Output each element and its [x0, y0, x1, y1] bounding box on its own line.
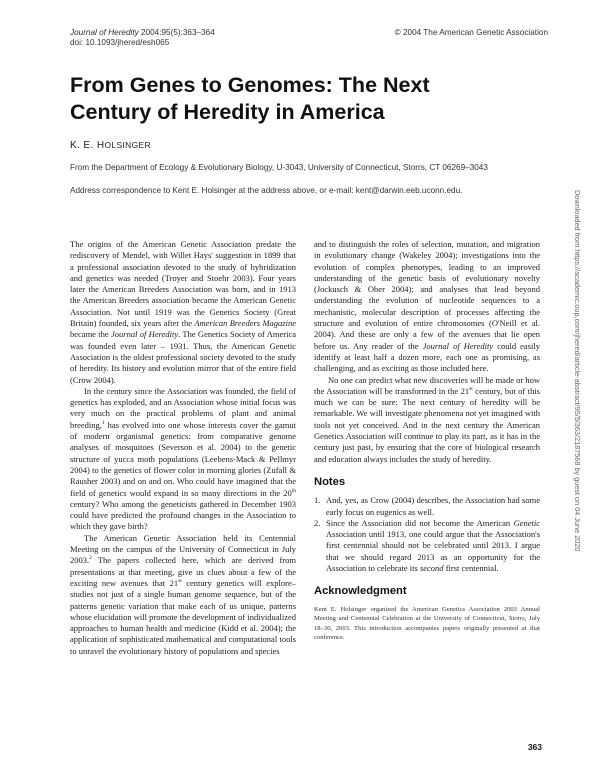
- body-column-right: [314, 239, 540, 643]
- italic-run: Genetic: [513, 517, 540, 528]
- text-run: No one can predict what new discoveries will be made or how the Association will be transformed in the 21: [314, 374, 540, 396]
- acknowledgment-heading: Acknowledgment: [314, 585, 407, 598]
- text-run: The American Genetic Association held its Centennial Meeting on the campus of the University of Connecticut in July 2003.: [70, 532, 296, 566]
- superscript: th: [291, 487, 296, 494]
- page-number: 363: [527, 742, 542, 752]
- italic-run: Journal of Heredity: [422, 340, 494, 351]
- paragraph-1: [70, 239, 296, 386]
- note-text: first centennial.: [443, 563, 499, 574]
- note-text: And, yes, as Crow (2004) describes, the Association had some early focus on eugenics as well.: [326, 495, 540, 517]
- notes-heading: Notes: [314, 475, 346, 488]
- text-run: could easily identify at least half a dozen more, each one as promising, as challenging, and as exciting as those included here.: [314, 340, 540, 374]
- doi-text: doi: 10.1093/jhered/esh065: [70, 38, 170, 47]
- copyright-text: © 2004 The American Genetic Association: [394, 28, 548, 37]
- footnote-ref: 2: [89, 555, 92, 562]
- journal-name: Journal of Heredity: [70, 28, 139, 37]
- text-run: . The Genetics Society of America was founded even later – 1931. Thus, the American Genetic Association is the oldest professional society devoted to the study of heredity. Its history and evolution mirror that of the entire field (Crow 2004).: [70, 329, 296, 385]
- text-run: In the century since the Association was founded, the field of genetics has exploded, and an Association whose initial focus was very much on the practical problems of plant and animal breeding,: [70, 385, 296, 430]
- text-run: The origins of the American Genetic Association predate the rediscovery of Mendel, with Willet Hays' suggestion in 1899 that a professional association devoted to the study of hybridization and genetics was needed (Troyer and Stoehr 2003). Four years later the American Breeders Association was born, and in 1913 the American Breeders association became the American Genetic Association. Not until 1919 was the Genetics Society (Great Britain) founded, six years after the: [70, 239, 296, 329]
- note-item: [314, 495, 540, 518]
- paragraph-4: [314, 239, 540, 375]
- citation-volume: 2004:95(5):363–364: [138, 28, 215, 37]
- note-text: Since the Association did not become the American: [326, 517, 514, 528]
- text-run: and to distinguish the roles of selection, mutation, and migration in evolutionary change (Wakeley 2004); investigations into the evolution of complex phenotypes, leading to an improved understanding of the genetic basis of evolutionary novelty (Jockusch & Ober 2004); and analyses that lead beyond understanding the evolution of nucleotide sequences to a mechanistic, molecular description of processes affecting the structure and evolution of entire chromosomes (O'Neill et al. 2004). And these are only a few of the avenues that lie open before us. Any reader of the: [314, 239, 540, 351]
- affiliation: From the Department of Ecology & Evolutionary Biology, U-3043, University of Connecticut, Storrs, CT 06269–3043: [70, 163, 488, 172]
- text-run: century? Who among the geneticists gathered in December 1903 could have predicted the profound changes in the Association to which they gave birth?: [70, 498, 296, 532]
- running-header-citation: [70, 28, 215, 48]
- italic-run: Journal of Heredity: [110, 329, 179, 340]
- text-run: has evolved into one whose interests cover the gamut of modern organismal genetics: from comparative genome analyses of mosquitoes (Severson et al. 2004) to the genetic structure of yucca moth populations (Leebens-Mack & Pellmyr 2004) to the genetics of flower color in morning glories (Zufall & Rausher 2003) and on and on. Who could have imagined that the field of genetics would expand in so many directions in the 20: [70, 419, 296, 498]
- correspondence: Address correspondence to Kent E. Holsinger at the address above, or e-mail: kent@darwin.eeb.uconn.edu.: [70, 186, 463, 195]
- author-initials: K. E. H: [70, 140, 105, 151]
- note-item: [314, 518, 540, 574]
- italic-run: second: [419, 563, 444, 574]
- article-title: From Genes to Genomes: The Next Century of Heredity in America: [70, 73, 430, 124]
- note-text: Association until 1913, one could argue that the Association's first centennial should not be celebrated until 2013. I argue that we should regard 2013 as an opportunity for the Association to celebrate its: [326, 529, 540, 574]
- text-run: became the: [70, 329, 111, 340]
- notes-list: [314, 495, 540, 574]
- body-column-left: [70, 239, 296, 657]
- acknowledgment-text: Kent E. Holsinger organized the American Genetics Association 2003 Annual Meeting and Centennial Celebration at the University of Connecticut, Storrs, July 18–30, 2003. This introduction accompanies papers originally presented at that conference.: [314, 605, 540, 642]
- paragraph-5: [314, 375, 540, 465]
- download-watermark: Downloaded from https://academic.oup.com/jhered/article-abstract/95/5/363/2187568 by guest on 04 June 2020: [573, 190, 582, 552]
- superscript: st: [469, 386, 473, 393]
- paragraph-2: [70, 386, 296, 533]
- text-run: century, but of this much we can be sure: The next century of heredity will be remarkable. We will investigate phenomena not yet imagined with tools not yet conceived. And in the next century the American Genetics Association will continue to play its part, as it has in the century just past, by ensuring that the core of biological research and education always includes the study of heredity.: [314, 385, 540, 464]
- superscript: st: [178, 578, 182, 585]
- author-surname: OLSINGER: [104, 140, 151, 150]
- footnote-ref: 1: [101, 419, 105, 426]
- author-name: [70, 140, 151, 151]
- note-number: 1.: [314, 495, 321, 506]
- note-number: 2.: [314, 517, 321, 528]
- text-run: century genetics will explore–studies not just of a single human genome sequence, but of the patterns genetic variation that make each of us unique, patterns whose elucidation will promote the development of individualized approaches to human health and medicine (Kidd et al. 2004); the application of sophisticated mathematical and computational tools to unravel the evolutionary history of populations and species: [70, 577, 296, 656]
- paragraph-3: [70, 533, 296, 657]
- text-run: The papers collected here, which are derived from presentations at that meeting, give us clues about a few of the exciting new avenues that 21: [70, 555, 296, 588]
- italic-run: American Breeders Magazine: [194, 318, 296, 329]
